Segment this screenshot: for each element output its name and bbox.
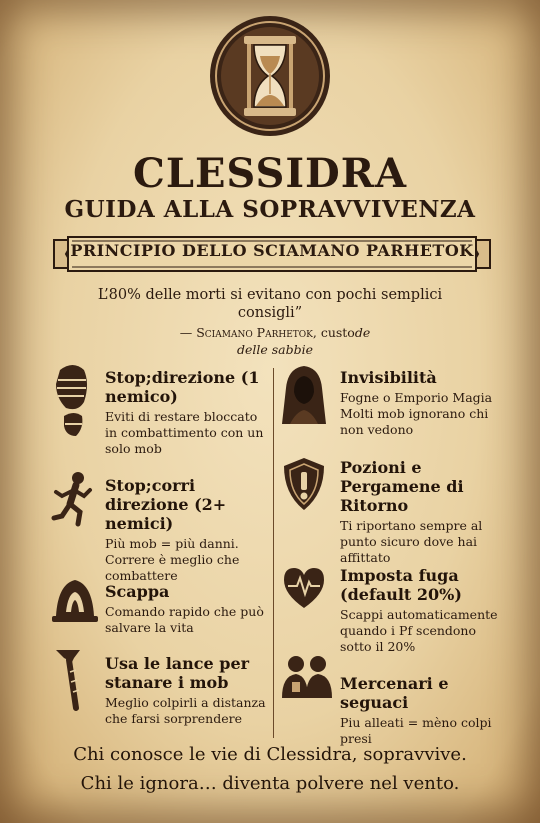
column-divider — [273, 368, 274, 738]
hooded-figure-icon — [280, 362, 328, 430]
tip-heading: Mercenari e seguaci — [340, 674, 449, 712]
banner-title: PRINCIPIO DELLO SCIAMANO PARHETOK — [70, 241, 474, 260]
quote: L’80% delle morti si evitano con pochi semplici consigli” — [97, 287, 443, 321]
tip-heading: Usa le lance per stanare i mob — [105, 654, 250, 692]
tip-flee-setting — [280, 562, 505, 662]
tip-description: Meglio colpirli a distanza che farsi sorprendere — [105, 695, 266, 726]
quote-attribution — [120, 324, 430, 358]
tip-description: Piu alleati = mèno colpi presi — [340, 715, 492, 746]
attribution-role-italic: de — [354, 325, 371, 340]
tip-run-direction — [50, 470, 265, 583]
tip-description: Eviti di restare bloccato in combattimento con un solo mob — [105, 409, 264, 456]
tip-spears — [50, 646, 265, 736]
tip-description: Ti riportano sempre al punto sicuro dove hai affittato — [340, 518, 483, 565]
tip-heading: Imposta fuga (default 20%) — [340, 566, 462, 604]
page-subtitle: GUIDA ALLA SOPRAVVIVENZA — [64, 196, 476, 223]
page-title: CLESSIDRA — [132, 150, 408, 197]
spear-icon — [50, 646, 98, 712]
footer-line-2: Chi le ignora… diventa polvere nel vento. — [80, 773, 460, 794]
running-man-icon — [50, 470, 96, 530]
attribution-role: , custo — [312, 325, 355, 340]
tip-description: Scappi automaticamente quando i Pf scendono sotto il 20% — [340, 607, 498, 654]
shield-exclamation-icon — [280, 454, 328, 514]
tip-heading: Pozioni e Pergamene di Ritorno — [340, 458, 464, 515]
hourglass-icon — [208, 14, 332, 138]
bell-icon — [50, 572, 100, 626]
tip-heading: Scappa — [105, 582, 170, 601]
tip-description: Più mob = più danni. Correre è meglio che combattere — [105, 536, 240, 583]
tip-heading: Stop;direzione (1 nemico) — [105, 368, 260, 406]
tip-description: Fogne o Emporio Magia Molti mob ignorano chi non vedono — [340, 390, 493, 437]
tip-description: Comando rapido che può salvare la vita — [105, 604, 264, 635]
tip-potions — [280, 454, 505, 564]
tip-heading: Invisibilità — [340, 368, 437, 387]
attribution-name: Sciamano Parhetok — [196, 325, 313, 340]
attribution-dash: — — [179, 325, 197, 340]
attribution-line2: delle sabbie — [236, 342, 314, 357]
tip-escape — [50, 572, 265, 642]
two-people-icon — [280, 652, 334, 702]
heartbeat-icon — [280, 562, 328, 614]
tip-mercenaries — [280, 652, 505, 746]
tip-invisibility — [280, 362, 505, 452]
tip-stop-direction — [50, 362, 265, 472]
tip-heading: Stop;corri direzione (2+ nemici) — [105, 476, 227, 533]
footprint-icon — [50, 362, 96, 442]
footer-line-1: Chi conosce le vie di Clessidra, sopravvive. — [73, 744, 467, 765]
